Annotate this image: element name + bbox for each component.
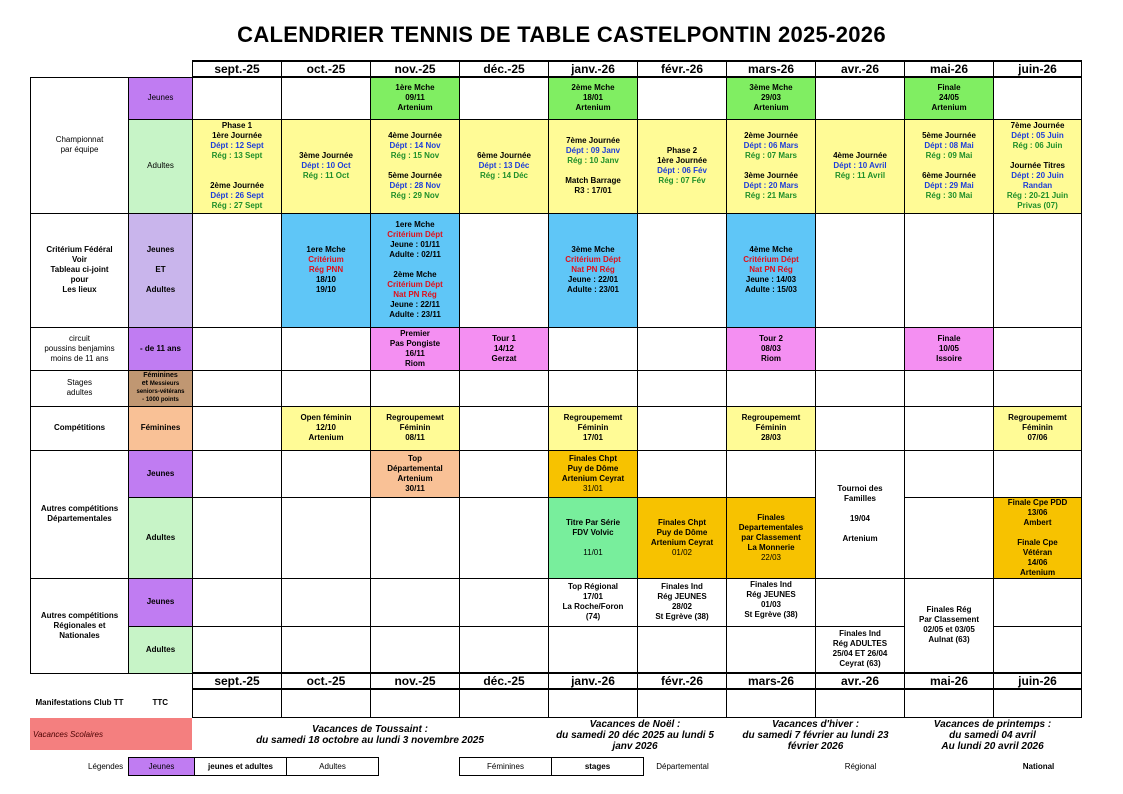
cell-empty [549,327,638,370]
row-autres-dep-jeunes [31,450,1082,497]
cell-empty [816,213,905,327]
month-header: nov.-25 [371,61,460,77]
cell-empty [193,77,282,119]
cell-empty [460,77,549,119]
event-cell: Finales Chpt Puy de Dôme Artenium Ceyrat 01/02 [638,497,727,578]
row-label-stages: Stages adultes [31,370,129,406]
event-cell: Finale Cpe PDD 13/06 Ambert Finale Cpe Vétéran 14/06 Artenium [994,497,1082,578]
category-jeunes-adultes: Jeunes ET Adultes [129,213,193,327]
cell-empty [905,370,994,406]
event-cell: 1ere Mche Critérium Rég PNN 18/10 19/10 [282,213,371,327]
cell-empty [816,370,905,406]
corner-cell [31,61,129,77]
month-footer: janv.-26 [549,673,638,689]
row-circuit [31,327,1082,370]
event-cell: Open féminin 12/10 Artenium [282,406,371,450]
event-cell: Phase 2 1ère Journée Dépt : 06 Fév Rég : 07 Fév [638,119,727,213]
cell-empty [638,370,727,406]
month-footer: juin-26 [994,673,1082,689]
vacances-printemps: Vacances de printemps : du samedi 04 avril Au lundi 20 avril 2026 [933,719,1052,752]
event-cell: Premier Pas Pongiste 16/11 Riom [371,327,460,370]
month-footer: déc.-25 [460,673,549,689]
cell-empty [460,578,549,626]
cell-empty [193,689,282,717]
event-cell: Finales Ind Rég JEUNES 28/02 St Egrève (38) [638,578,727,626]
category-feminines: Féminines [129,406,193,450]
event-cell: Top Régional 17/01 La Roche/Foron (74) [549,578,638,626]
cell-empty [816,327,905,370]
cell-empty [193,327,282,370]
legend-jeunes: Jeunes [129,758,195,776]
legend-regional: Régional [844,762,877,771]
month-header: avr.-26 [816,61,905,77]
event-cell: Tour 1 14/12 Gerzat [460,327,549,370]
cell-empty [727,689,816,717]
month-header: déc.-25 [460,61,549,77]
cell-empty [460,626,549,673]
event-cell: Finale 10/05 Issoire [905,327,994,370]
cell-empty [905,213,994,327]
event-cell: Regroupememt Féminin 17/01 [549,406,638,450]
category-adultes: Adultes [129,626,193,673]
event-cell: 3ème Journée Dépt : 10 Oct Rég : 11 Oct [282,119,371,213]
row-autres-dep-adultes [31,497,1082,578]
cell-empty [549,689,638,717]
month-footer: mars-26 [727,673,816,689]
cell-empty [994,213,1082,327]
month-header: janv.-26 [549,61,638,77]
event-cell: 7ème Journée Dépt : 09 Janv Rég : 10 Janv Match Barrage R3 : 17/01 [549,119,638,213]
month-footer: mai-26 [905,673,994,689]
page-title: CALENDRIER TENNIS DE TABLE CASTELPONTIN 2025-2026 [237,22,886,47]
event-cell: Regroupememt Féminin 07/06 [994,406,1082,450]
month-footer: oct.-25 [282,673,371,689]
event-cell: Phase 1 1ère Journée Dépt : 12 Sept Rég : 13 Sept 2ème Journée Dépt : 26 Sept Rég : 27 Sept [193,119,282,213]
cell-empty [460,497,549,578]
row-label-manifestations: Manifestations Club TT [35,698,124,707]
cell-empty [371,689,460,717]
event-cell: 7ème Journée Dépt : 05 Juin Rég : 06 Juin Journée Titres Dépt : 20 Juin Randan Rég : 20-21 Juin Privas (07) [994,119,1082,213]
category-ttc: TTC [152,698,169,707]
month-footer: févr.-26 [638,673,727,689]
cell-empty [193,578,282,626]
month-footer: sept.-25 [193,673,282,689]
cell-empty [371,370,460,406]
cell-empty [282,450,371,497]
corner-cell [129,61,193,77]
month-header-row [31,61,1082,77]
legend-label: Légendes [88,762,124,771]
cell-empty [638,626,727,673]
cell-empty [460,370,549,406]
cell-empty [193,497,282,578]
event-cell: Finales Departementales par Classement La Monnerie 22/03 [727,497,816,578]
legend-national: National [1022,762,1055,771]
cell-empty [193,406,282,450]
cell-empty [282,77,371,119]
month-header: sept.-25 [193,61,282,77]
category-stages: Féminines et Messieurs seniors-vétérans - 1000 points [129,370,193,406]
cell-empty [460,450,549,497]
row-stages [31,370,1082,406]
row-autres-reg-jeunes [31,578,1082,626]
event-cell: 3ème Mche 29/03 Artenium [727,77,816,119]
cell-empty [816,689,905,717]
cell-empty [549,626,638,673]
month-footer-row [31,673,1082,689]
cell-empty [638,450,727,497]
event-cell: Finales Ind Rég JEUNES 01/03 St Egrève (38) [727,578,816,626]
cell-empty [193,450,282,497]
category-adultes: Adultes [129,497,193,578]
month-header: mars-26 [727,61,816,77]
cell-empty [994,578,1082,626]
cell-empty [905,497,994,578]
legend-departemental: Départemental [656,762,709,771]
vacances-label: Vacances Scolaires [30,718,192,750]
event-cell: Top Départemental Artenium 30/11 [371,450,460,497]
category-moins-11: - de 11 ans [129,327,193,370]
cell-empty [193,213,282,327]
cell-empty [994,450,1082,497]
cell-empty [638,406,727,450]
cell-empty [638,213,727,327]
event-cell: 4ème Journée Dépt : 10 Avril Rég : 11 Avril [816,119,905,213]
row-label-circuit: circuit poussins benjamins moins de 11 ans [31,327,129,370]
cell-empty [638,689,727,717]
month-header: juin-26 [994,61,1082,77]
month-footer: nov.-25 [371,673,460,689]
legend-stages: stages [552,758,644,776]
row-manifestations [31,689,1082,717]
event-cell: 6ème Journée Dépt : 13 Déc Rég : 14 Déc [460,119,549,213]
cell-empty [371,497,460,578]
cell-empty [816,406,905,450]
cell-empty [994,689,1082,717]
category-jeunes: Jeunes [129,77,193,119]
event-cell: Titre Par Série FDV Volvic 11/01 [549,497,638,578]
row-label-criterium: Critérium Fédéral Voir Tableau ci-joint pour Les lieux [31,213,129,327]
legend-group-1 [128,757,379,776]
event-cell: Tour 2 08/03 Riom [727,327,816,370]
cell-empty [727,626,816,673]
corner-cell [31,673,129,689]
cell-empty [193,370,282,406]
row-label-competitions: Compétitions [31,406,129,450]
cell-empty [282,626,371,673]
event-cell: Regroupemeмt Féminin 08/11 [371,406,460,450]
category-jeunes: Jeunes [129,578,193,626]
cell-empty [816,77,905,119]
event-cell: Finales Rég Par Classement 02/05 et 03/05 Aulnat (63) [905,578,994,673]
row-label-autres-reg: Autres compétitions Régionales et Nationales [31,578,129,673]
cell-empty [282,578,371,626]
cell-empty [282,327,371,370]
corner-cell [129,673,193,689]
vacances-toussaint: Vacances de Toussaint : du samedi 18 octobre au lundi 3 novembre 2025 [256,724,484,746]
month-footer: avr.-26 [816,673,905,689]
row-championnat-jeunes [31,77,1082,119]
row-criterium [31,213,1082,327]
event-cell: 1ere Mche Critérium Dépt Jeune : 01/11 Adulte : 02/11 2ème Mche Critérium Dépt Nat PN Rég Jeune : 22/11 Adulte : 23/11 [371,213,460,327]
legend-adultes: Adultes [287,758,379,776]
cell-empty [549,370,638,406]
cell-empty [282,497,371,578]
event-cell: Finales Ind Rég ADULTES 25/04 ET 26/04 Ceyrat (63) [816,626,905,673]
cell-empty [994,626,1082,673]
row-competitions [31,406,1082,450]
cell-empty [460,406,549,450]
event-cell: 5ème Journée Dépt : 08 Mai Rég : 09 Mai 6ème Journée Dépt : 29 Mai Rég : 30 Mai [905,119,994,213]
cell-empty [994,327,1082,370]
cell-empty [905,689,994,717]
row-label-championnat: Championnat par équipe [31,77,129,213]
cell-empty [994,370,1082,406]
legend-jeunes-adultes: jeunes et adultes [195,758,287,776]
event-cell: Finale 24/05 Artenium [905,77,994,119]
event-cell: 3ème Mche Critérium Dépt Nat PN Rég Jeune : 22/01 Adulte : 23/01 [549,213,638,327]
cell-empty [727,450,816,497]
category-adultes: Adultes [129,119,193,213]
cell-empty [638,327,727,370]
event-cell: 4ème Mche Critérium Dépt Nat PN Rég Jeune : 14/03 Adulte : 15/03 [727,213,816,327]
row-label-autres-dep: Autres compétitions Départementales [31,450,129,578]
event-cell: Regroupememt Féminin 28/03 [727,406,816,450]
cell-empty [638,77,727,119]
category-jeunes: Jeunes [129,450,193,497]
row-championnat-adultes [31,119,1082,213]
cell-empty [905,450,994,497]
cell-empty [727,370,816,406]
cell-empty [371,578,460,626]
cell-empty [460,213,549,327]
month-header: mai-26 [905,61,994,77]
event-cell: 2ème Journée Dépt : 06 Mars Rég : 07 Mars 3ème Journée Dépt : 20 Mars Rég : 21 Mars [727,119,816,213]
legend-group-2 [459,757,644,776]
cell-empty [994,77,1082,119]
cell-empty [193,626,282,673]
vacances-hiver: Vacances d'hiver : du samedi 7 février au lundi 23 février 2026 [742,719,889,752]
event-cell: Tournoi des Familles 19/04 Artenium [816,450,905,578]
month-header: févr.-26 [638,61,727,77]
event-cell: 2ème Mche 18/01 Artenium [549,77,638,119]
legend-feminines: Féminines [460,758,552,776]
calendar-table [30,60,1082,718]
cell-empty [905,406,994,450]
cell-empty [816,578,905,626]
event-cell: Finales Chpt Puy de Dôme Artenium Ceyrat 31/01 [549,450,638,497]
event-cell: 4ème Journée Dépt : 14 Nov Rég : 15 Nov 5ème Journée Dépt : 28 Nov Rég : 29 Nov [371,119,460,213]
cell-empty [371,626,460,673]
cell-empty [460,689,549,717]
cell-empty [282,689,371,717]
month-header: oct.-25 [282,61,371,77]
cell-empty [282,370,371,406]
vacances-noel: Vacances de Noël : du samedi 20 déc 2025 au lundi 5 janv 2026 [556,719,714,752]
event-cell: 1ère Mche 09/11 Artenium [371,77,460,119]
